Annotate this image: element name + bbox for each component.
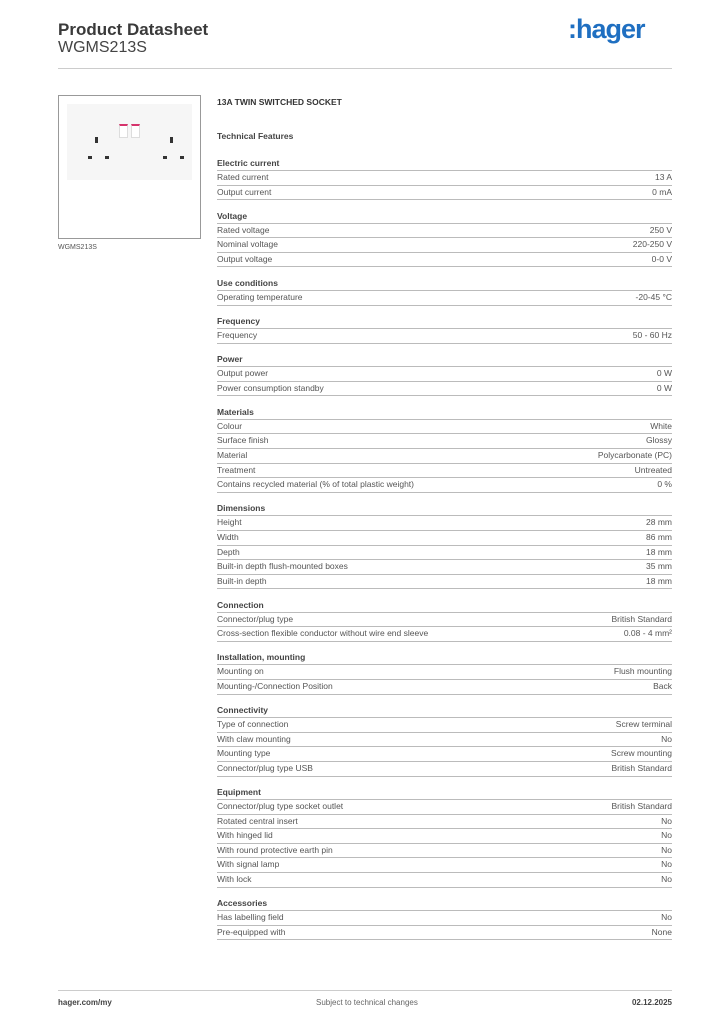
spec-row (217, 420, 672, 435)
spec-row (217, 560, 672, 575)
spec-row (217, 858, 672, 873)
footer-divider (58, 990, 672, 991)
spec-label: Mounting on (217, 666, 264, 677)
spec-value: 0.08 - 4 mm² (623, 628, 672, 639)
technical-features-heading: Technical Features (217, 131, 294, 141)
pin (88, 156, 92, 159)
spec-value: 0 % (657, 479, 672, 490)
spec-row (217, 680, 672, 695)
spec-value: 18 mm (646, 575, 672, 586)
spec-value: 86 mm (646, 531, 672, 542)
spec-label: Output voltage (217, 253, 273, 264)
spec-label: With round protective earth pin (217, 844, 333, 855)
spec-label: Mounting type (217, 748, 271, 759)
earth-pin-left (95, 137, 98, 143)
spec-row (217, 171, 672, 186)
image-caption: WGMS213S (58, 244, 97, 251)
spec-value: 220-250 V (632, 239, 672, 250)
spec-label: Cross-section flexible conductor without wire end sleeve (217, 628, 429, 639)
header-divider (58, 68, 672, 69)
spec-section (217, 897, 672, 940)
spec-label: Surface finish (217, 435, 269, 446)
spec-row (217, 253, 672, 268)
spec-label: Pre-equipped with (217, 926, 286, 937)
spec-label: Connector/plug type socket outlet (217, 801, 344, 812)
spec-section (217, 786, 672, 888)
spec-row (217, 762, 672, 777)
section-heading: Equipment (217, 786, 672, 800)
spec-label: Rated voltage (217, 224, 270, 235)
spec-value: Screw terminal (615, 719, 672, 730)
spec-row (217, 464, 672, 479)
spec-row (217, 434, 672, 449)
spec-row (217, 829, 672, 844)
spec-row (217, 367, 672, 382)
spec-value: No (661, 912, 672, 923)
spec-value: No (661, 815, 672, 826)
spec-value: No (661, 874, 672, 884)
spec-value: 13 A (654, 172, 672, 182)
spec-value: -20-45 °C (635, 291, 672, 302)
spec-value: 0 W (656, 368, 672, 379)
spec-row (217, 926, 672, 941)
section-heading: Electric current (217, 157, 672, 171)
spec-row (217, 911, 672, 926)
spec-label: Rated current (217, 172, 269, 182)
spec-value: Glossy (646, 435, 672, 446)
spec-row (217, 531, 672, 546)
spec-row (217, 382, 672, 397)
spec-row (217, 613, 672, 628)
spec-row (217, 546, 672, 561)
spec-row (217, 478, 672, 493)
socket-plate (67, 104, 192, 180)
footer-website[interactable]: hager.com/my (58, 998, 112, 1007)
spec-label: Contains recycled material (% of total plastic weight) (217, 479, 414, 490)
spec-label: Frequency (217, 330, 258, 341)
page-title: Product Datasheet (58, 20, 209, 39)
earth-pin-right (170, 137, 173, 143)
spec-label: Built-in depth flush-mounted boxes (217, 561, 348, 572)
hager-logo: :hager (568, 14, 645, 44)
spec-section (217, 406, 672, 493)
spec-label: Width (217, 531, 239, 542)
spec-label: With signal lamp (217, 859, 280, 870)
spec-value: No (661, 859, 672, 870)
spec-row (217, 186, 672, 201)
spec-label: Mounting-/Connection Position (217, 681, 333, 692)
spec-section (217, 157, 672, 200)
spec-label: With hinged lid (217, 830, 273, 841)
switch-left (119, 124, 128, 138)
spec-label: Connector/plug type USB (217, 762, 313, 773)
spec-value: 0-0 V (651, 253, 672, 264)
spec-value: Polycarbonate (PC) (597, 450, 672, 461)
footer-notice: Subject to technical changes (316, 998, 418, 1007)
section-heading: Dimensions (217, 502, 672, 516)
spec-row (217, 665, 672, 680)
spec-section (217, 210, 672, 268)
spec-value: No (661, 733, 672, 744)
section-heading: Voltage (217, 210, 672, 224)
pin (105, 156, 109, 159)
spec-row (217, 747, 672, 762)
spec-label: Nominal voltage (217, 239, 278, 250)
spec-row (217, 718, 672, 733)
spec-value: White (650, 420, 672, 431)
spec-value: Screw mounting (611, 748, 672, 759)
spec-value: 0 mA (652, 186, 672, 197)
spec-row (217, 224, 672, 239)
spec-value: British Standard (611, 801, 672, 812)
product-code: WGMS213S (58, 39, 147, 56)
spec-row (217, 516, 672, 531)
spec-label: Rotated central insert (217, 815, 298, 826)
section-heading: Connection (217, 599, 672, 613)
spec-value: British Standard (611, 762, 672, 773)
section-heading: Connectivity (217, 704, 672, 718)
spec-label: Type of connection (217, 719, 289, 730)
section-heading: Installation, mounting (217, 651, 672, 665)
section-heading: Power (217, 353, 672, 367)
spec-row (217, 449, 672, 464)
section-heading: Materials (217, 406, 672, 420)
spec-section (217, 353, 672, 396)
spec-label: Material (217, 450, 248, 461)
product-image (58, 95, 201, 239)
spec-section (217, 704, 672, 776)
spec-value: Back (653, 681, 672, 692)
spec-value: 18 mm (646, 546, 672, 557)
pin (180, 156, 184, 159)
spec-row (217, 844, 672, 859)
spec-label: Power consumption standby (217, 382, 324, 393)
spec-value: No (661, 830, 672, 841)
spec-label: Output power (217, 368, 269, 379)
spec-value: 28 mm (646, 517, 672, 528)
spec-row (217, 575, 672, 590)
spec-label: Output current (217, 186, 272, 197)
spec-section (217, 277, 672, 306)
spec-value: 35 mm (646, 561, 672, 572)
footer-date: 02.12.2025 (631, 998, 672, 1007)
section-heading: Use conditions (217, 277, 672, 291)
spec-label: Built-in depth (217, 575, 267, 586)
spec-table (217, 96, 672, 950)
spec-row (217, 815, 672, 830)
spec-value: 0 W (656, 382, 672, 393)
spec-value: Untreated (634, 464, 672, 475)
pin (163, 156, 167, 159)
spec-value: Flush mounting (613, 666, 672, 677)
spec-section (217, 599, 672, 642)
spec-section (217, 502, 672, 589)
section-heading: Accessories (217, 897, 672, 911)
spec-row (217, 627, 672, 642)
spec-value: 250 V (649, 224, 672, 235)
spec-row (217, 291, 672, 306)
spec-label: With claw mounting (217, 733, 291, 744)
spec-label: Treatment (217, 464, 256, 475)
spec-label: Colour (217, 420, 243, 431)
spec-row (217, 800, 672, 815)
spec-section (217, 315, 672, 344)
spec-row (217, 733, 672, 748)
switch-right (131, 124, 140, 138)
spec-row (217, 238, 672, 253)
spec-label: Height (217, 517, 242, 528)
spec-value: None (651, 926, 672, 937)
product-name: 13A TWIN SWITCHED SOCKET (217, 97, 342, 107)
spec-row (217, 873, 672, 888)
spec-label: Connector/plug type (217, 613, 294, 624)
spec-section (217, 651, 672, 694)
spec-row (217, 329, 672, 344)
spec-label: Has labelling field (217, 912, 284, 923)
section-heading: Frequency (217, 315, 672, 329)
spec-label: Operating temperature (217, 291, 303, 302)
spec-label: With lock (217, 874, 252, 884)
spec-label: Depth (217, 546, 240, 557)
spec-value: No (661, 844, 672, 855)
spec-value: British Standard (611, 613, 672, 624)
spec-value: 50 - 60 Hz (632, 330, 672, 341)
